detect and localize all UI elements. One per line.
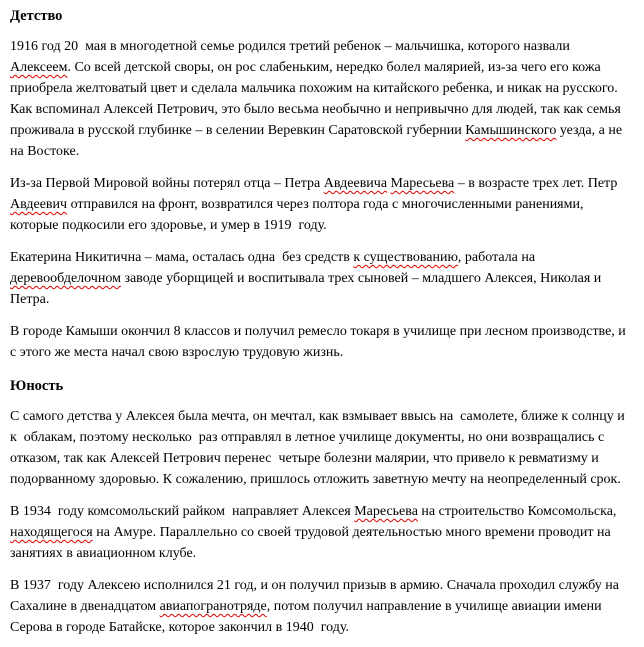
misspelled-word: Алексеем (10, 60, 68, 75)
text-run: на строительство Комсомольска, (417, 504, 620, 519)
misspelled-word: к существованию (353, 250, 458, 265)
section-heading (10, 6, 632, 27)
paragraph (10, 247, 632, 310)
misspelled-word: Маресьева (354, 504, 418, 519)
paragraph (10, 173, 632, 236)
misspelled-word: Авдеевич (10, 197, 68, 212)
paragraph (10, 575, 632, 638)
paragraph (10, 321, 632, 363)
text-run: , потом получил направление в училище авиации имени Серова в городе Батайске, которое закончил в 1940 году. (10, 599, 606, 635)
text-run: , работала на (457, 250, 539, 265)
text-run: С самого детства у Алексея была мечта, он мечтал, как взмывает ввысь на самолете, ближе к солнцу и к облакам, поэтому несколько раз отправлял в летное училище документы, но они возвращались с отказом, так как Алексей Петрович перенес четыре болезни малярии, что привело к ревматизму и подорванному здоровью. К сожалению, пришлось отложить заветную мечту на неопределенный срок. (10, 409, 629, 487)
text-run: Юность (10, 378, 64, 394)
text-run: В городе Камыши окончил 8 классов и получил ремесло токаря в училище при лесном производстве, и с этого же места начал свою взрослую трудовую жизнь. (10, 324, 630, 360)
text-run: Детство (10, 8, 63, 24)
text-run: В 1934 году комсомольский райком направляет Алексея (10, 504, 355, 519)
misspelled-word: Авдеевича (323, 176, 388, 191)
paragraph (10, 36, 632, 162)
paragraph (10, 406, 632, 490)
text-run: В 1937 году Алексею исполнился 21 год, и он получил призыв в армию. Сначала проходил службу на Сахалине в двенадцатом (10, 578, 623, 614)
misspelled-word: Камышинского (465, 123, 557, 138)
text-run: заводе уборщицей и воспитывала трех сыновей – младшего Алексея, Николая и Петра. (10, 271, 605, 307)
text-run: уезда, а не на Востоке. (10, 123, 626, 159)
text-run: Из-за Первой Мировой войны потерял отца – Петра (10, 176, 324, 191)
text-run: – в возрасте трех лет. Петр (454, 176, 621, 191)
misspelled-word: авиапогранотряде (159, 599, 267, 614)
misspelled-word: деревообделочном (10, 271, 121, 286)
misspelled-word: находящегося (10, 525, 93, 540)
text-run: отправился на фронт, возвратился через полтора года с многочисленными ранениями, которые подкосили его здоровье, и умер в 1919 году. (10, 197, 587, 233)
text-run: 1916 год 20 мая в многодетной семье родился третий ребенок – мальчишка, которого назвали (10, 39, 574, 54)
text-run: Екатерина Никитична – мама, осталась одна без средств (10, 250, 354, 265)
text-run: на Амуре. Параллельно со своей трудовой деятельностью много времени проводит на занятиях в авиационном клубе. (10, 525, 615, 561)
misspelled-word: Маресьева (390, 176, 455, 191)
text-run: . Со всей детской своры, он рос слабеньким, нередко болел малярией, из-за чего его кожа приобрела желтоватый цвет и сделала мальчика похожим на китайского ребенка, и никак на русского. Как вспоминал Алексей Петрович, это было весьма необычно и непривычно для людей, так как семья проживала в русской глубинке – в селении Веревкин Саратовской губернии (10, 60, 625, 138)
paragraph (10, 501, 632, 564)
section-heading (10, 376, 632, 397)
